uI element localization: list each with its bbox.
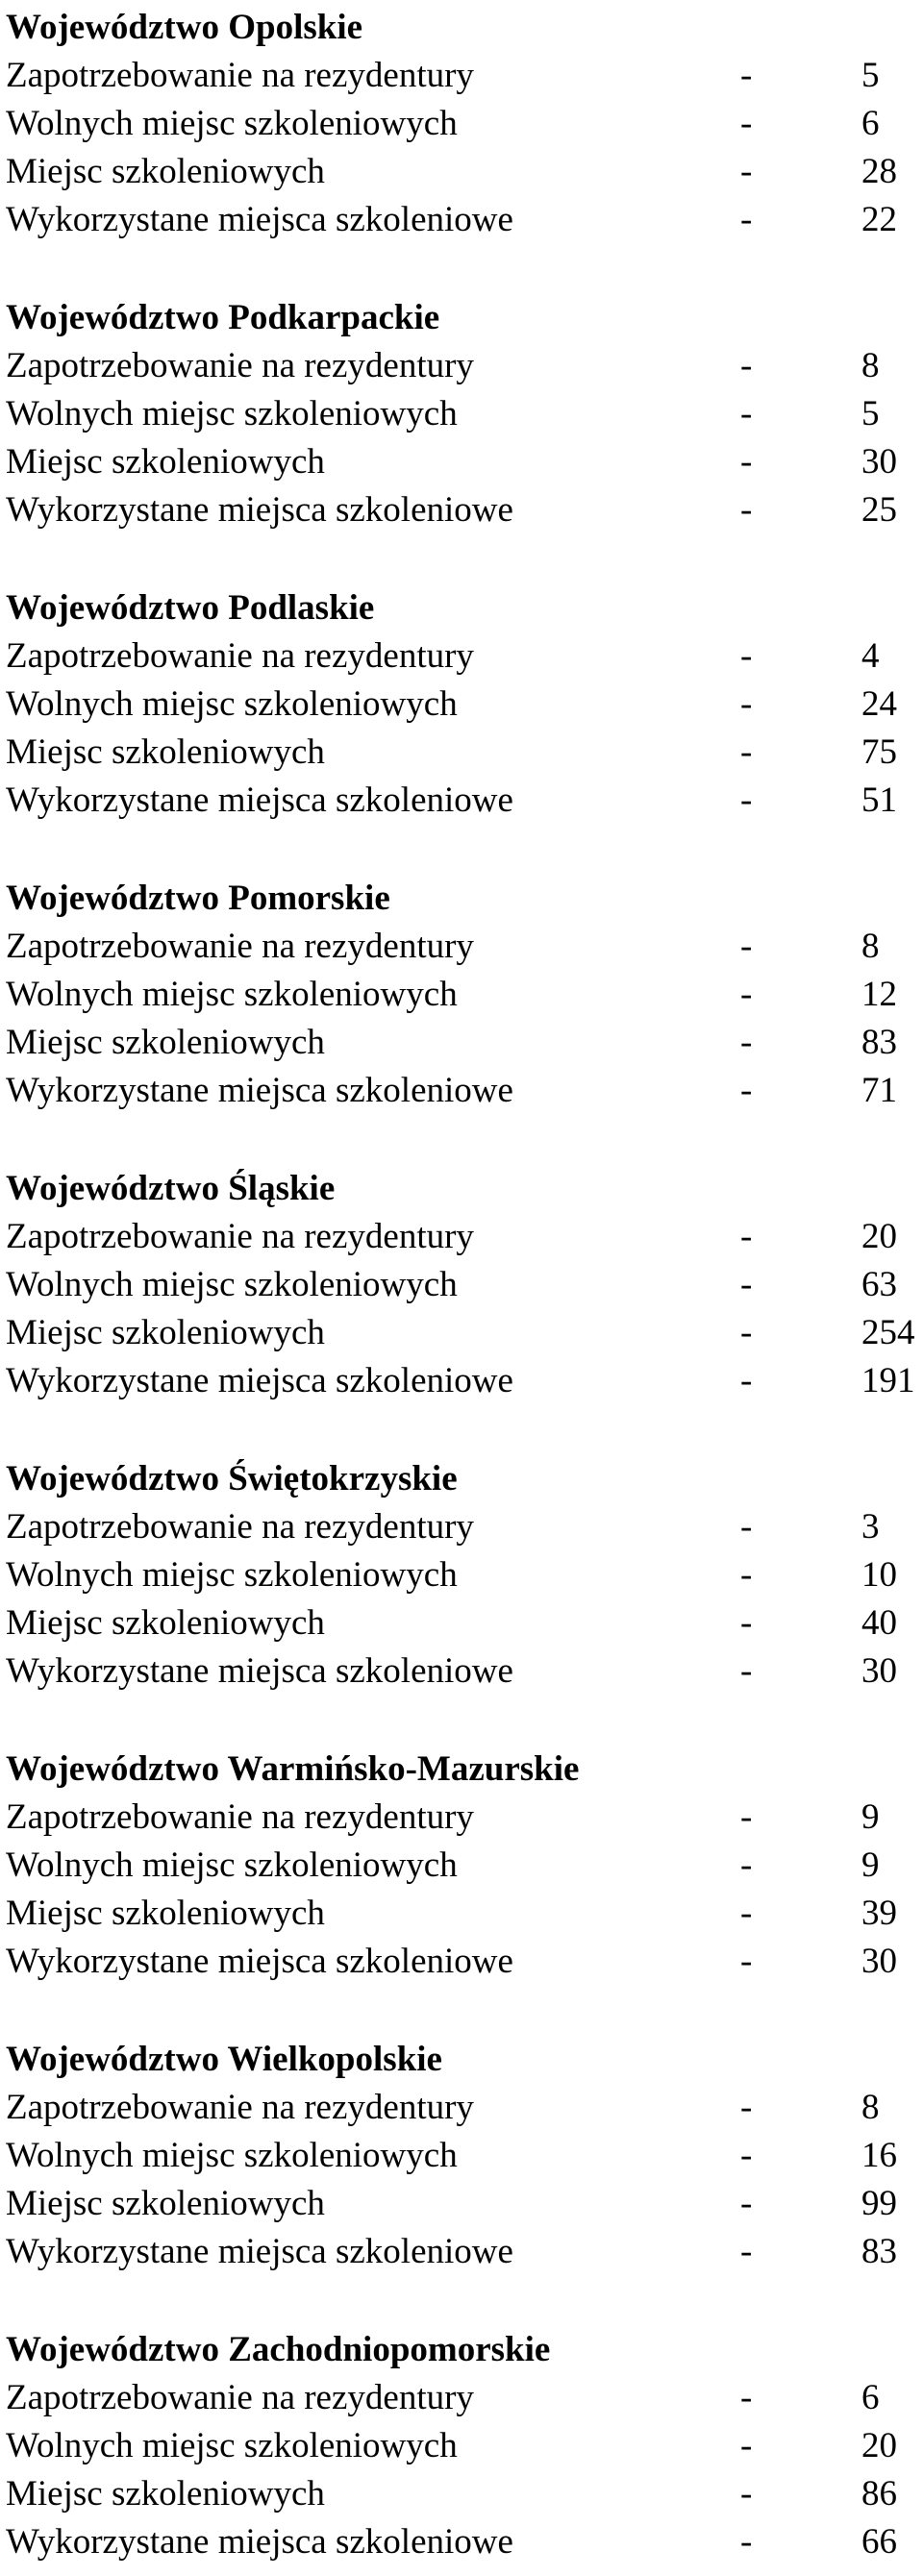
section-title: Województwo Podlaskie bbox=[6, 588, 375, 628]
section-title: Województwo Śląskie bbox=[6, 1169, 336, 1208]
stat-row-places bbox=[0, 2180, 923, 2228]
stat-label: Wykorzystane miejsca szkoleniowe bbox=[6, 1651, 513, 1691]
stat-separator: - bbox=[740, 1555, 753, 1595]
stat-row-used bbox=[0, 196, 923, 244]
stat-value: 83 bbox=[861, 2232, 897, 2271]
stat-row-places bbox=[0, 1019, 923, 1067]
stat-row-free bbox=[0, 100, 923, 148]
stat-value: 3 bbox=[861, 1507, 880, 1547]
voivodeship-section bbox=[0, 294, 923, 544]
stat-row-demand bbox=[0, 1794, 923, 1842]
stat-row-demand bbox=[0, 2084, 923, 2132]
stat-value: 6 bbox=[861, 104, 880, 143]
stat-separator: - bbox=[740, 1217, 753, 1256]
stat-row-free bbox=[0, 681, 923, 729]
stat-separator: - bbox=[740, 2522, 753, 2562]
stat-separator: - bbox=[740, 732, 753, 772]
stat-value: 5 bbox=[861, 394, 880, 433]
stat-separator: - bbox=[740, 2378, 753, 2417]
stat-separator: - bbox=[740, 1797, 753, 1837]
stat-separator: - bbox=[740, 442, 753, 482]
stat-value: 75 bbox=[861, 732, 897, 772]
stat-row-places bbox=[0, 148, 923, 196]
stat-row-free bbox=[0, 2422, 923, 2470]
section-title: Województwo Wielkopolskie bbox=[6, 2040, 442, 2079]
stat-row-used bbox=[0, 486, 923, 534]
stat-separator: - bbox=[740, 1023, 753, 1062]
stat-label: Zapotrzebowanie na rezydentury bbox=[6, 1797, 474, 1837]
voivodeship-section bbox=[0, 584, 923, 834]
stat-separator: - bbox=[740, 2184, 753, 2223]
stat-row-used bbox=[0, 2228, 923, 2276]
stat-separator: - bbox=[740, 2088, 753, 2127]
stat-label: Wykorzystane miejsca szkoleniowe bbox=[6, 200, 513, 239]
stat-label: Wykorzystane miejsca szkoleniowe bbox=[6, 2232, 513, 2271]
stat-label: Zapotrzebowanie na rezydentury bbox=[6, 1507, 474, 1547]
stat-value: 8 bbox=[861, 2088, 880, 2127]
stat-label: Zapotrzebowanie na rezydentury bbox=[6, 56, 474, 95]
stat-value: 12 bbox=[861, 975, 897, 1014]
stat-label: Zapotrzebowanie na rezydentury bbox=[6, 927, 474, 966]
stat-label: Wolnych miejsc szkoleniowych bbox=[6, 2136, 458, 2175]
stat-row-free bbox=[0, 390, 923, 438]
stat-label: Wolnych miejsc szkoleniowych bbox=[6, 1265, 458, 1304]
stat-separator: - bbox=[740, 1845, 753, 1885]
stat-value: 28 bbox=[861, 152, 897, 191]
voivodeship-section bbox=[0, 1455, 923, 1705]
stat-row-used bbox=[0, 2518, 923, 2566]
stat-value: 9 bbox=[861, 1845, 880, 1885]
stat-value: 39 bbox=[861, 1894, 897, 1933]
stat-value: 22 bbox=[861, 200, 897, 239]
stat-separator: - bbox=[740, 1603, 753, 1643]
stat-label: Miejsc szkoleniowych bbox=[6, 732, 325, 772]
stat-row-demand bbox=[0, 632, 923, 681]
stat-value: 4 bbox=[861, 636, 880, 676]
stat-row-demand bbox=[0, 923, 923, 971]
stat-separator: - bbox=[740, 684, 753, 724]
stat-label: Wykorzystane miejsca szkoleniowe bbox=[6, 780, 513, 820]
stat-label: Miejsc szkoleniowych bbox=[6, 1603, 325, 1643]
stat-separator: - bbox=[740, 394, 753, 433]
stat-separator: - bbox=[740, 2426, 753, 2465]
stat-separator: - bbox=[740, 780, 753, 820]
stat-row-places bbox=[0, 1599, 923, 1647]
stat-separator: - bbox=[740, 1507, 753, 1547]
stat-label: Wolnych miejsc szkoleniowych bbox=[6, 104, 458, 143]
stat-separator: - bbox=[740, 490, 753, 530]
section-title: Województwo Podkarpackie bbox=[6, 298, 440, 337]
stat-value: 5 bbox=[861, 56, 880, 95]
stat-row-used bbox=[0, 1357, 923, 1405]
stat-label: Wolnych miejsc szkoleniowych bbox=[6, 975, 458, 1014]
stat-row-demand bbox=[0, 342, 923, 390]
stat-value: 83 bbox=[861, 1023, 897, 1062]
stat-row-used bbox=[0, 1938, 923, 1986]
stat-label: Miejsc szkoleniowych bbox=[6, 152, 325, 191]
stat-label: Wykorzystane miejsca szkoleniowe bbox=[6, 1071, 513, 1110]
stat-row-places bbox=[0, 1309, 923, 1357]
stat-row-places bbox=[0, 2470, 923, 2518]
stat-value: 30 bbox=[861, 1942, 897, 1981]
stat-separator: - bbox=[740, 2474, 753, 2514]
stat-label: Zapotrzebowanie na rezydentury bbox=[6, 636, 474, 676]
stat-value: 191 bbox=[861, 1361, 915, 1400]
stat-value: 6 bbox=[861, 2378, 880, 2417]
stat-value: 24 bbox=[861, 684, 897, 724]
stat-row-demand bbox=[0, 52, 923, 100]
stat-value: 16 bbox=[861, 2136, 897, 2175]
stat-label: Wykorzystane miejsca szkoleniowe bbox=[6, 2522, 513, 2562]
stat-label: Wykorzystane miejsca szkoleniowe bbox=[6, 1361, 513, 1400]
stat-row-demand bbox=[0, 1503, 923, 1551]
stat-label: Miejsc szkoleniowych bbox=[6, 2474, 325, 2514]
stat-value: 254 bbox=[861, 1313, 915, 1352]
stat-separator: - bbox=[740, 927, 753, 966]
stat-label: Wykorzystane miejsca szkoleniowe bbox=[6, 1942, 513, 1981]
stat-row-free bbox=[0, 1842, 923, 1890]
stat-row-used bbox=[0, 1647, 923, 1696]
stat-value: 86 bbox=[861, 2474, 897, 2514]
stat-label: Wolnych miejsc szkoleniowych bbox=[6, 684, 458, 724]
stat-value: 8 bbox=[861, 927, 880, 966]
stat-row-free bbox=[0, 2132, 923, 2180]
stat-value: 51 bbox=[861, 780, 897, 820]
stat-label: Wolnych miejsc szkoleniowych bbox=[6, 2426, 458, 2465]
stat-label: Zapotrzebowanie na rezydentury bbox=[6, 346, 474, 385]
stat-separator: - bbox=[740, 200, 753, 239]
stat-label: Miejsc szkoleniowych bbox=[6, 442, 325, 482]
stat-label: Miejsc szkoleniowych bbox=[6, 2184, 325, 2223]
stat-value: 30 bbox=[861, 1651, 897, 1691]
stat-separator: - bbox=[740, 2136, 753, 2175]
section-title: Województwo Świętokrzyskie bbox=[6, 1459, 458, 1499]
stat-label: Miejsc szkoleniowych bbox=[6, 1023, 325, 1062]
stat-value: 25 bbox=[861, 490, 897, 530]
stat-separator: - bbox=[740, 1894, 753, 1933]
stat-value: 63 bbox=[861, 1265, 897, 1304]
stat-label: Wolnych miejsc szkoleniowych bbox=[6, 394, 458, 433]
stat-value: 8 bbox=[861, 346, 880, 385]
stat-value: 99 bbox=[861, 2184, 897, 2223]
stat-row-demand bbox=[0, 1213, 923, 1261]
voivodeship-section bbox=[0, 2036, 923, 2286]
stat-label: Zapotrzebowanie na rezydentury bbox=[6, 2378, 474, 2417]
voivodeship-section bbox=[0, 2326, 923, 2576]
stat-separator: - bbox=[740, 1942, 753, 1981]
stat-row-demand bbox=[0, 2374, 923, 2422]
stat-label: Miejsc szkoleniowych bbox=[6, 1894, 325, 1933]
stat-value: 20 bbox=[861, 1217, 897, 1256]
stat-value: 30 bbox=[861, 442, 897, 482]
stat-row-used bbox=[0, 1067, 923, 1115]
voivodeship-section bbox=[0, 4, 923, 254]
stat-separator: - bbox=[740, 1071, 753, 1110]
section-title: Województwo Zachodniopomorskie bbox=[6, 2330, 551, 2369]
stat-separator: - bbox=[740, 636, 753, 676]
stat-label: Wykorzystane miejsca szkoleniowe bbox=[6, 490, 513, 530]
stat-row-free bbox=[0, 1261, 923, 1309]
stat-label: Miejsc szkoleniowych bbox=[6, 1313, 325, 1352]
stat-value: 66 bbox=[861, 2522, 897, 2562]
stat-value: 20 bbox=[861, 2426, 897, 2465]
stat-separator: - bbox=[740, 1361, 753, 1400]
stat-label: Wolnych miejsc szkoleniowych bbox=[6, 1845, 458, 1885]
stat-label: Wolnych miejsc szkoleniowych bbox=[6, 1555, 458, 1595]
stat-separator: - bbox=[740, 975, 753, 1014]
stat-row-free bbox=[0, 971, 923, 1019]
stat-label: Zapotrzebowanie na rezydentury bbox=[6, 1217, 474, 1256]
stat-separator: - bbox=[740, 1265, 753, 1304]
stat-separator: - bbox=[740, 104, 753, 143]
stat-row-places bbox=[0, 438, 923, 486]
stat-separator: - bbox=[740, 152, 753, 191]
stat-row-places bbox=[0, 729, 923, 777]
voivodeship-section bbox=[0, 1746, 923, 1995]
stat-value: 10 bbox=[861, 1555, 897, 1595]
voivodeship-section bbox=[0, 875, 923, 1125]
stat-row-used bbox=[0, 777, 923, 825]
section-title: Województwo Opolskie bbox=[6, 8, 363, 47]
stat-value: 40 bbox=[861, 1603, 897, 1643]
stat-separator: - bbox=[740, 346, 753, 385]
stat-value: 9 bbox=[861, 1797, 880, 1837]
stat-separator: - bbox=[740, 56, 753, 95]
section-title: Województwo Warmińsko-Mazurskie bbox=[6, 1749, 580, 1789]
stat-separator: - bbox=[740, 1313, 753, 1352]
stat-label: Zapotrzebowanie na rezydentury bbox=[6, 2088, 474, 2127]
section-title: Województwo Pomorskie bbox=[6, 879, 390, 918]
stat-separator: - bbox=[740, 1651, 753, 1691]
voivodeship-section bbox=[0, 1165, 923, 1415]
stat-row-free bbox=[0, 1551, 923, 1599]
stat-value: 71 bbox=[861, 1071, 897, 1110]
stat-row-places bbox=[0, 1890, 923, 1938]
stat-separator: - bbox=[740, 2232, 753, 2271]
